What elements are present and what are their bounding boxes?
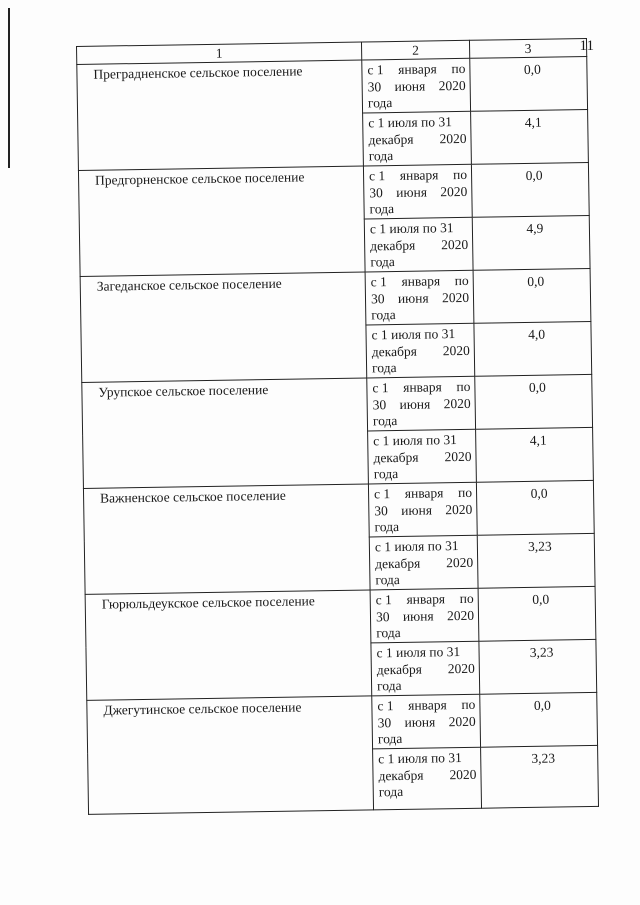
period-line-1 [378, 750, 476, 768]
period-cell [363, 164, 472, 219]
period-text: июня [396, 184, 428, 200]
period-text: 30 [370, 290, 385, 306]
rate-value-cell [476, 427, 594, 482]
settlement-name-cell [85, 590, 372, 700]
period-line-3: года [375, 571, 400, 588]
period-line-3: года [377, 730, 403, 747]
period-text: декабря [375, 555, 421, 571]
settlement-name-cell [82, 378, 369, 488]
rate-value-cell [478, 586, 596, 641]
settlement-name: Гюрюльдеукское сельское поселение [101, 593, 315, 612]
period-line-1 [376, 591, 474, 609]
period-text: с 1 июля по 31 [374, 538, 459, 555]
period-text: 30 [377, 714, 392, 730]
period-text: 2020 [447, 660, 475, 676]
period-line-1 [372, 379, 470, 397]
rate-value: 0,0 [527, 273, 545, 289]
header-cell-3: 3 [469, 38, 586, 58]
period-cell [368, 482, 477, 537]
period-line-3: года [376, 677, 402, 694]
period-text: января [404, 485, 444, 501]
margin-line [8, 8, 10, 168]
rate-value-cell [470, 56, 588, 111]
period-text: с 1 июля по 31 [369, 220, 454, 237]
period-line-1 [375, 538, 473, 556]
period-cell [373, 747, 482, 810]
period-text: 30 [372, 396, 387, 412]
rate-value: 0,0 [525, 167, 543, 183]
rate-value: 0,0 [532, 591, 550, 607]
period-text: июня [394, 78, 426, 94]
period-cell [372, 694, 481, 749]
period-text: 2020 [443, 395, 471, 411]
rate-value-cell [477, 533, 595, 588]
period-line-2 [378, 766, 476, 784]
rate-value: 0,0 [528, 379, 546, 395]
period-text: июня [399, 395, 431, 412]
table-row [78, 162, 589, 223]
period-text: 2020 [438, 77, 466, 93]
period-text: с 1 [368, 168, 386, 184]
period-cell [362, 58, 471, 113]
period-text: июня [401, 501, 433, 518]
period-line-1 [369, 167, 467, 185]
header-cell-2: 2 [361, 40, 469, 60]
period-line-2 [375, 554, 473, 572]
period-text: июня [397, 289, 429, 306]
period-text: января [398, 61, 437, 77]
rate-value: 3,23 [529, 644, 554, 660]
period-text: января [406, 591, 446, 607]
period-text: 2020 [441, 289, 470, 305]
period-cell [366, 323, 475, 378]
period-line-3: года [371, 307, 396, 323]
table-row [83, 480, 594, 541]
settlement-name: Джегутинское сельское поселение [103, 699, 302, 718]
period-line-2 [370, 236, 468, 254]
period-text: января [403, 379, 442, 395]
period-text: по [457, 484, 473, 501]
period-line-2 [374, 501, 472, 519]
period-text: 2020 [439, 130, 467, 146]
rate-value: 0,0 [533, 697, 551, 713]
period-text: с 1 июля по 31 [368, 114, 452, 131]
period-text: с 1 июля по 31 [376, 644, 461, 661]
period-line-3: года [372, 412, 398, 429]
period-text: 2020 [444, 448, 472, 464]
period-cell [365, 270, 474, 325]
rate-value: 4,1 [529, 432, 547, 448]
period-text: по [456, 378, 471, 395]
period-cell [363, 111, 472, 166]
rate-value-cell [481, 745, 599, 808]
rate-value: 3,23 [531, 750, 556, 766]
period-line-1 [377, 697, 475, 715]
rate-value-cell [473, 268, 591, 323]
rate-value: 0,0 [523, 61, 541, 77]
table-row [80, 268, 591, 329]
period-text: 2020 [446, 554, 474, 570]
period-text: декабря [368, 131, 414, 147]
period-line-2 [376, 607, 474, 625]
rate-value: 0,0 [530, 485, 548, 501]
period-line-3: года [369, 201, 395, 217]
settlement-name-cell [77, 60, 364, 170]
table-row [82, 374, 593, 435]
rate-value-cell [476, 480, 594, 535]
period-line-2 [373, 395, 471, 413]
period-text: с 1 [372, 380, 389, 396]
period-line-2 [378, 713, 476, 731]
period-cell [367, 376, 476, 431]
period-line-2 [372, 342, 470, 360]
period-line-2 [368, 77, 466, 95]
period-cell [368, 429, 477, 484]
rate-value: 4,0 [528, 326, 546, 342]
period-line-1 [367, 61, 465, 79]
period-line-3: года [371, 360, 397, 376]
period-line-2 [373, 448, 471, 466]
table-row [87, 692, 598, 753]
rate-value: 3,23 [527, 538, 552, 554]
data-table [76, 38, 599, 815]
table-body [77, 56, 599, 814]
period-line-3: года [368, 148, 394, 164]
settlement-name: Предгорненское сельское поселение [94, 169, 305, 188]
period-line-2 [377, 660, 475, 678]
period-text: декабря [370, 237, 416, 253]
period-line-3: года [376, 624, 401, 641]
period-cell [369, 535, 478, 590]
period-text: 2020 [448, 713, 476, 729]
period-text: 2020 [445, 501, 473, 517]
period-line-3: года [378, 783, 404, 800]
rate-value-cell [474, 321, 592, 376]
period-line-1 [368, 114, 466, 132]
settlement-name: Урупское сельское поселение [98, 382, 269, 400]
period-text: июня [404, 713, 436, 730]
settlement-name-cell [87, 696, 374, 814]
period-text: с 1 июля по 31 [371, 326, 456, 343]
period-text: с 1 [373, 486, 391, 502]
header-cell-1: 1 [77, 42, 362, 64]
period-text: по [459, 590, 474, 607]
period-text: 2020 [441, 236, 469, 252]
rate-value-cell [479, 639, 597, 694]
period-line-1 [373, 432, 471, 450]
period-text: по [461, 696, 476, 713]
period-line-2 [369, 183, 467, 201]
settlement-name-cell [80, 272, 367, 382]
period-text: декабря [376, 661, 422, 677]
period-text: с 1 [370, 274, 387, 290]
period-cell [371, 641, 480, 696]
period-line-3: года [367, 95, 393, 111]
rate-value-cell [471, 109, 589, 164]
period-cell [370, 588, 479, 643]
period-line-2 [368, 130, 466, 148]
settlement-name: Загеданское сельское поселение [96, 275, 282, 294]
period-text: 30 [367, 78, 382, 94]
period-text: января [408, 697, 447, 713]
period-text: января [401, 273, 441, 289]
period-text: по [451, 60, 466, 77]
settlement-name: Преградненское сельское поселение [93, 63, 303, 82]
period-text: с 1 [377, 698, 394, 714]
period-line-1 [371, 273, 469, 291]
table-row [85, 586, 596, 647]
period-text: с 1 [367, 62, 384, 78]
rate-value-cell [471, 162, 589, 217]
table-row [77, 56, 588, 117]
period-text: по [454, 272, 469, 289]
settlement-name-cell [78, 166, 365, 276]
settlement-name: Важненское сельское поселение [99, 487, 286, 506]
period-line-3: года [374, 518, 400, 535]
period-line-3: года [373, 465, 399, 482]
period-text: декабря [373, 449, 419, 465]
rate-value-cell [480, 692, 598, 747]
period-text: января [399, 167, 439, 183]
period-text: 30 [375, 608, 390, 624]
period-line-3: года [370, 254, 395, 270]
period-text: июня [402, 607, 434, 624]
period-line-1 [371, 326, 469, 344]
period-text: с 1 июля по 31 [378, 750, 462, 767]
period-line-1 [374, 485, 472, 503]
period-text: 30 [374, 502, 388, 518]
settlement-name-cell [83, 484, 370, 594]
rate-value: 4,9 [526, 220, 544, 236]
period-line-2 [371, 289, 469, 307]
page-number: 11 [579, 38, 594, 54]
period-line-1 [370, 220, 468, 238]
period-text: по [452, 166, 468, 183]
period-text: 2020 [446, 607, 475, 623]
rate-value-cell [475, 374, 593, 429]
table-container [76, 38, 598, 815]
period-text: с 1 июля по 31 [373, 432, 457, 449]
period-text: 2020 [442, 342, 470, 358]
period-text: 2020 [449, 766, 477, 782]
rate-value: 4,1 [524, 114, 542, 130]
period-cell [364, 217, 473, 272]
period-text: декабря [378, 767, 424, 783]
period-text: 2020 [440, 183, 468, 199]
period-line-1 [376, 644, 474, 662]
rate-value-cell [472, 215, 590, 270]
period-text: 30 [369, 184, 383, 200]
period-text: декабря [371, 343, 417, 359]
period-text: с 1 [375, 592, 392, 608]
